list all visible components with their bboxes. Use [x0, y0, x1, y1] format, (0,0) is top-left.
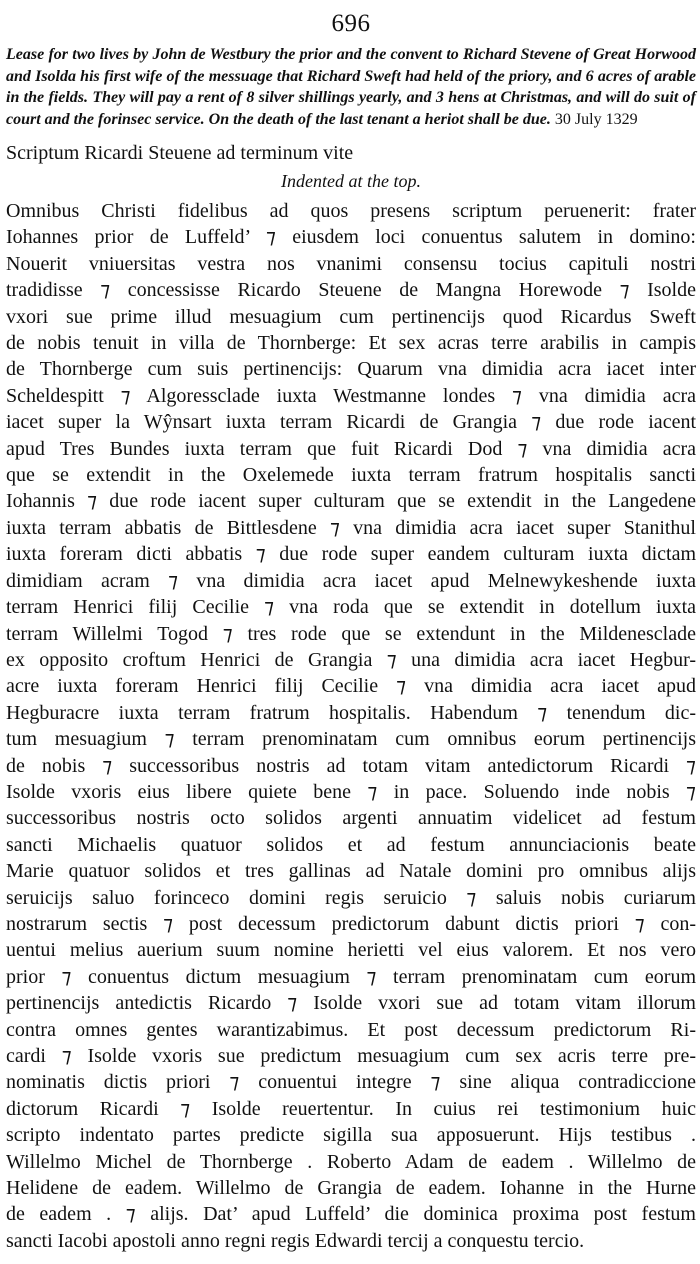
body-line: acre iuxta foreram Henrici filij Cecilie ⁊ vna dimidia acra iacet apud [6, 675, 696, 698]
body-line: Omnibus Christi fidelibus ad quos presens scriptum peruenerit: frater [6, 200, 696, 222]
body-line: seruicijs saluo forinceco domini regis seruicio ⁊ saluis nobis curiarum [6, 886, 696, 909]
document-page [6, 10, 696, 1254]
body-line: ex opposito croftum Henrici de Grangia ⁊ una dimidia acra iacet Hegbur- [6, 648, 696, 671]
body-line: terram Willelmi Togod ⁊ tres rode que se extendunt in the Mildenesclade [6, 622, 696, 645]
body-line: Hegburacre iuxta terram fratrum hospitalis. Habendum ⁊ tenendum dic- [6, 701, 696, 724]
body-line: Willelmo Michel de Thornberge . Roberto Adam de eadem . Willelmo de [6, 1150, 696, 1173]
body-line: pertinencijs antedictis Ricardo ⁊ Isolde vxori sue ad totam vitam illorum [6, 992, 696, 1015]
body-line: successoribus nostris octo solidos argenti annuatim videlicet ad festum [6, 807, 696, 830]
body-line: vxori sue prime illud mesuagium cum pertinencijs quod Ricardus Sweft [6, 305, 696, 328]
body-line: Iohannes prior de Luffeld’ ⁊ eiusdem loci conuentus salutem in domino: [6, 226, 696, 249]
body-line: Iohannis ⁊ due rode iacent super culturam que se extendit in the Langedene [6, 490, 696, 513]
summary-text: Lease for two lives by John de Westbury the prior and the convent to Richard Stevene of Great Horwood and Isolda his first wife of the messuage that Richard Sweft had held of the priory, and 6 acres of arable in the fields. They will pay a rent of 8 silver shillings yearly, and 3 hens at Christmas, and will do suit of court and the forinsec service. On the death of the last tenant a heriot shall be due. [6, 46, 696, 128]
body-line: de Thornberge cum suis pertinencijs: Quarum vna dimidia acra iacet inter [6, 358, 696, 381]
body-line: iuxta terram abbatis de Bittlesdene ⁊ vna dimidia acra iacet super Stanithul [6, 516, 696, 539]
body-line: sancti Michaelis quatuor solidos et ad festum annunciacionis beate [6, 833, 696, 856]
body-line: scripto indentato partes predicte sigilla sua apposuerunt. Hijs testibus . [6, 1124, 696, 1147]
body-line: nominatis dictis priori ⁊ conuentui integre ⁊ sine aliqua contradiccione [6, 1071, 696, 1094]
body-line: cardi ⁊ Isolde vxoris sue predictum mesuagium cum sex acris terre pre- [6, 1045, 696, 1067]
body-line: que se extendit in the Oxelemede iuxta terram fratrum hospitalis sancti [6, 464, 696, 487]
body-line: de eadem . ⁊ alijs. Dat’ apud Luffeld’ die dominica proxima post festum [6, 1203, 696, 1226]
body-line: uentui melius auerium suum nomine herietti vel eius valorem. Et nos vero [6, 939, 696, 962]
body-line: dimidiam acram ⁊ vna dimidia acra iacet apud Melnewykeshende iuxta [6, 569, 696, 592]
page-number: 696 [331, 10, 371, 37]
document-title: Scriptum Ricardi Steuene ad terminum vite [6, 142, 354, 164]
body-line: Nouerit vniuersitas vestra nos vnanimi consensu tocius capituli nostri [6, 252, 696, 275]
body-line: contra omnes gentes warantizabimus. Et post decessum predictorum Ri- [6, 1018, 696, 1041]
indentation-note: Indented at the top. [281, 171, 421, 191]
summary-date: 30 July 1329 [554, 110, 638, 128]
body-line: prior ⁊ conuentus dictum mesuagium ⁊ terram prenominatam cum eorum [6, 965, 696, 988]
body-line: apud Tres Bundes iuxta terram que fuit Ricardi Dod ⁊ vna dimidia acra [6, 437, 696, 460]
body-line: Marie quatuor solidos et tres gallinas ad Natale domini pro omnibus alijs [6, 860, 696, 883]
body-line: sancti Iacobi apostoli anno regni regis Edwardi tercij a conquestu tercio. [6, 1229, 585, 1252]
body-line: Scheldespitt ⁊ Algoressclade iuxta Westmanne londes ⁊ vna dimidia acra [6, 384, 696, 407]
body-line: de nobis ⁊ successoribus nostris ad totam vitam antedictorum Ricardi ⁊ [6, 754, 696, 777]
body-line: de nobis tenuit in villa de Thornberge: Et sex acras terre arabilis in campis [6, 332, 696, 355]
body-line: tum mesuagium ⁊ terram prenominatam cum omnibus eorum pertinencijs [6, 728, 696, 751]
editorial-summary [6, 44, 696, 130]
body-line: tradidisse ⁊ concessisse Ricardo Steuene de Mangna Horewode ⁊ Isolde [6, 279, 696, 302]
charter-body [6, 198, 696, 1254]
body-line: nostrarum sectis ⁊ post decessum predictorum dabunt dictis priori ⁊ con- [6, 912, 696, 935]
body-line: dictorum Ricardi ⁊ Isolde reuertentur. In cuius rei testimonium huic [6, 1097, 696, 1120]
body-line: Isolde vxoris eius libere quiete bene ⁊ in pace. Soluendo inde nobis ⁊ [6, 780, 696, 803]
body-line: Helidene de eadem. Willelmo de Grangia de eadem. Iohanne in the Hurne [6, 1177, 696, 1200]
body-line: iacet super la Wŷnsart iuxta terram Ricardi de Grangia ⁊ due rode iacent [6, 411, 696, 434]
body-line: terram Henrici filij Cecilie ⁊ vna roda que se extendit in dotellum iuxta [6, 596, 696, 619]
body-line: iuxta foreram dicti abbatis ⁊ due rode super eandem culturam iuxta dictam [6, 543, 696, 566]
